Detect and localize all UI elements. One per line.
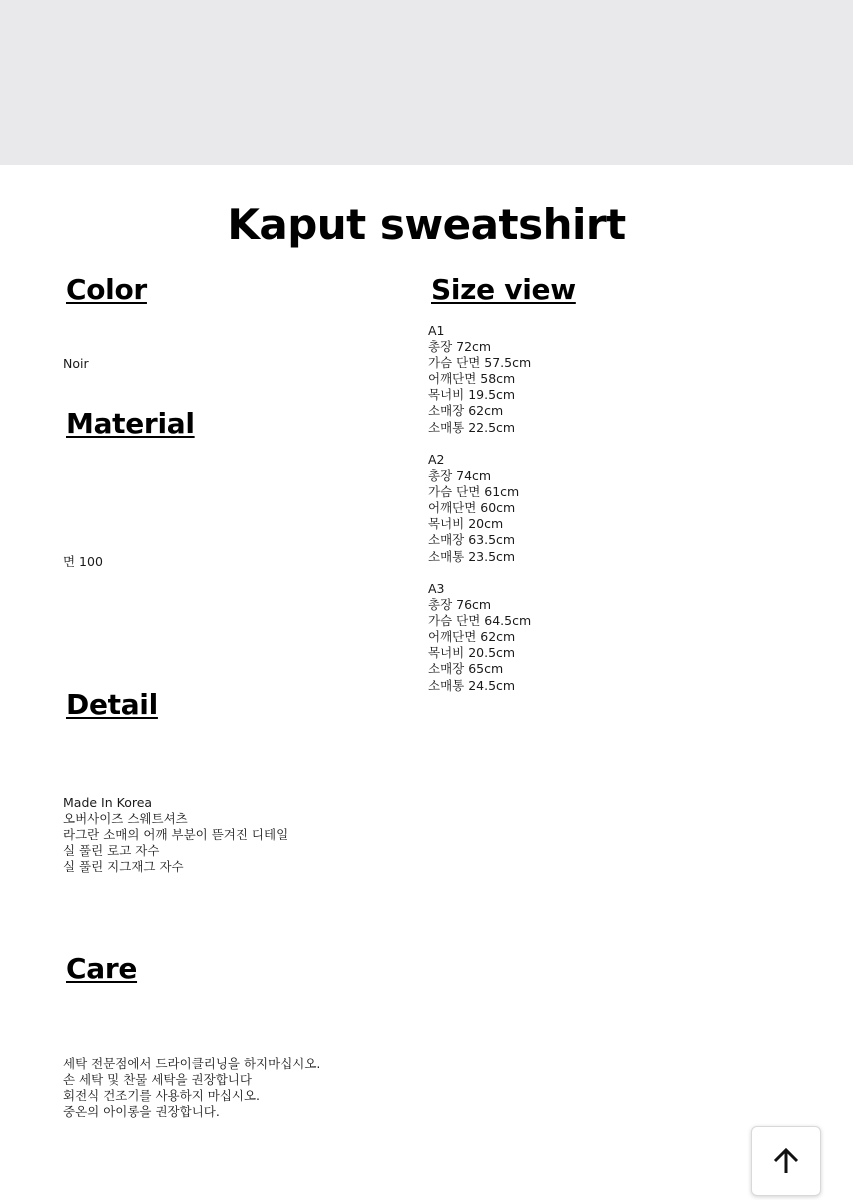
size-block-a1 xyxy=(428,323,531,436)
color-value: Noir xyxy=(63,356,89,371)
care-heading: Care xyxy=(66,952,138,985)
size-line: 총장 74cm xyxy=(428,468,492,484)
care-line: 세탁 전문점에서 드라이클리닝을 하지마십시오. xyxy=(63,1056,321,1071)
size-line: 가슴 단면 64.5cm xyxy=(428,613,532,629)
detail-line: 실 풀린 지그재그 자수 xyxy=(63,859,184,874)
size-block-a3 xyxy=(428,581,531,694)
size-line: 목너비 19.5cm xyxy=(428,387,516,403)
size-line: 어깨단면 58cm xyxy=(428,371,516,387)
size-line: 소매장 63.5cm xyxy=(428,532,516,548)
detail-heading: Detail xyxy=(66,688,158,721)
material-heading: Material xyxy=(66,407,195,440)
size-line: 소매장 65cm xyxy=(428,661,504,677)
size-line: 소매통 23.5cm xyxy=(428,548,516,564)
arrow-up-icon xyxy=(771,1146,801,1176)
detail-list xyxy=(63,795,288,875)
care-line: 중온의 아이롱을 권장합니다. xyxy=(63,1104,220,1119)
size-line: 가슴 단면 57.5cm xyxy=(428,355,532,371)
size-block-a2 xyxy=(428,452,519,565)
size-view-heading: Size view xyxy=(431,273,576,306)
detail-line: 오버사이즈 스웨트셔츠 xyxy=(63,811,188,826)
size-line: 목너비 20cm xyxy=(428,516,504,532)
page-title: Kaput sweatshirt xyxy=(227,200,626,249)
material-value: 면 100 xyxy=(63,554,103,569)
size-name: A2 xyxy=(428,452,445,467)
size-line: 목너비 20.5cm xyxy=(428,645,516,661)
care-line: 손 세탁 및 찬물 세탁을 권장합니다 xyxy=(63,1072,252,1087)
care-list xyxy=(63,1056,320,1120)
size-line: 가슴 단면 61cm xyxy=(428,484,520,500)
care-line: 회전식 건조기를 사용하지 마십시오. xyxy=(63,1088,261,1103)
size-line: 총장 76cm xyxy=(428,597,492,613)
scroll-to-top-button[interactable] xyxy=(751,1126,821,1196)
detail-line: 라그란 소매의 어깨 부분이 뜯겨진 디테일 xyxy=(63,827,289,842)
size-name: A1 xyxy=(428,323,445,338)
detail-line: Made In Korea xyxy=(63,795,153,810)
detail-line: 실 풀린 로고 자수 xyxy=(63,843,160,858)
size-line: 소매통 24.5cm xyxy=(428,677,516,693)
size-name: A3 xyxy=(428,581,445,596)
size-line: 소매장 62cm xyxy=(428,403,504,419)
size-line: 어깨단면 60cm xyxy=(428,500,516,516)
size-line: 어깨단면 62cm xyxy=(428,629,516,645)
top-image-placeholder xyxy=(0,0,853,165)
size-line: 총장 72cm xyxy=(428,339,492,355)
size-line: 소매통 22.5cm xyxy=(428,419,516,435)
color-heading: Color xyxy=(66,273,147,306)
